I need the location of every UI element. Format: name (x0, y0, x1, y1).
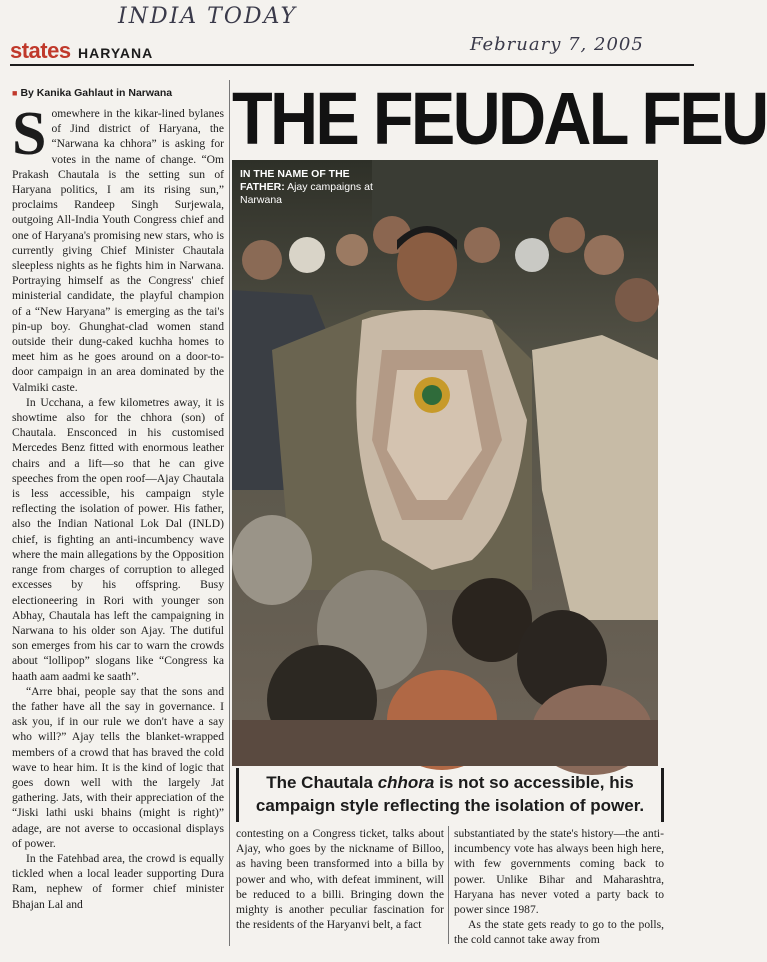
column-divider (229, 80, 230, 946)
pull-quote-emphasis: chhora (377, 773, 435, 792)
caption-title: IN THE NAME OF THE FATHER: (240, 168, 350, 193)
article-paragraph-5: contesting on a Congress ticket, talks about Ajay, who goes by the nickname of Billoo, as having been transformed into a billa by power and who, with defeat imminent, will be reduced to a billi. Bringing down the mighty is another peculiar fascination for the residents of the Haryanvi belt, a fact (236, 827, 444, 932)
handwritten-publication-note: INDIA TODAY (118, 4, 298, 29)
section-header (10, 38, 153, 64)
crowd-photo-illustration (232, 160, 658, 766)
article-photo (232, 160, 658, 766)
article-column-left (12, 100, 224, 946)
header-rule (10, 64, 694, 66)
caption-text: Ajay campaigns at Narwana (240, 181, 373, 206)
pull-quote-part2: is not so accessible, his campaign style reflecting the isolation of power. (255, 773, 645, 815)
article-column-right (454, 826, 664, 947)
article-column-middle (236, 826, 444, 944)
pull-quote-part1: The Chautala (266, 773, 378, 792)
handwritten-date-note: February 7, 2005 (470, 34, 644, 55)
byline (12, 87, 172, 99)
dropcap: S (12, 100, 47, 168)
article-paragraph-6: substantiated by the state's history—the anti-incumbency vote has always been high here, with few governments coming back to power. Unlike Bihar and Maharashtra, Haryana has never voted a party back to power since 1987. (454, 827, 664, 917)
headline: THE FEUDAL FEU (232, 77, 767, 160)
pull-quote (236, 768, 664, 822)
bullet-square-icon: ■ (12, 88, 18, 98)
article-paragraph-3: “Arre bhai, people say that the sons and the father have all the say in governance. I ask you, if in our rule we don't have a say who will?” Ajay tells the blanket-wrapped members of a crowd that has braved the cold wave to hear him. It is the kind of logic that goes down well with the largely Jat gathering. Jats, with their appreciation of the “Jiski lathi uski bhains (might is right)” adage, are not averse to occasional displays of power. (12, 684, 224, 850)
column-divider (448, 826, 449, 944)
article-paragraph-7: As the state gets ready to go to the polls, the cold cannot take away from (454, 918, 664, 947)
article-paragraph-1: omewhere in the kikar-lined bylanes of Jind district of Haryana, the “Narwana ka chhora” is asking for votes in the name of change. “Om Prakash Chautala is the setting sun of Haryana politics, I am its rising sun,” proclaims Randeep Singh Surjewala, outgoing All-India Youth Congress chief and one of Haryana's promising new stars, who is currently giving Chief Minister Chautala sleepless nights as he fights him in Narwana. Portraying himself as the Congress' chief ministerial candidate, the playful champion of a “New Haryana” is emerging as the tai's pin-up boy. Ghunghat-clad women stand outside their dung-caked kuchha homes to meet him as he goes around on a door-to-door campaign in an area dominated by the Valmiki caste. (12, 107, 224, 394)
section-label: states (10, 38, 71, 63)
photo-caption (240, 168, 390, 207)
section-region: HARYANA (78, 45, 154, 61)
article-paragraph-4: In the Fatehbad area, the crowd is equally tickled when a local leader supporting Dura Ram, nephew of former chief minister Bhajan Lal and (12, 851, 224, 911)
article-paragraph-2: In Ucchana, a few kilometres away, it is showtime also for the chhora (son) of Chautala. Ensconced in his customised Mercedes Benz fitted with enormous leather chairs and a lift—so that he can give speeches from the open roof—Ajay Chautala is less accessible, his campaign style reflecting the isolation of power. His father, also the Indian National Lok Dal (INLD) chief, is fighting an anti-incumbency wave where the main allegations by the Opposition range from charges of corruption to alleged excesses by his offspring. Busy electioneering in Rori with younger son Abhay, Chautala has left the campaigning in Narwana to his older son Ajay. The dutiful son emerges from his car to warn the crowds about “lollipop” slogans like “Congress ka haath aam aadmi ke saath”. (12, 395, 224, 683)
byline-text: By Kanika Gahlaut in Narwana (20, 87, 173, 99)
